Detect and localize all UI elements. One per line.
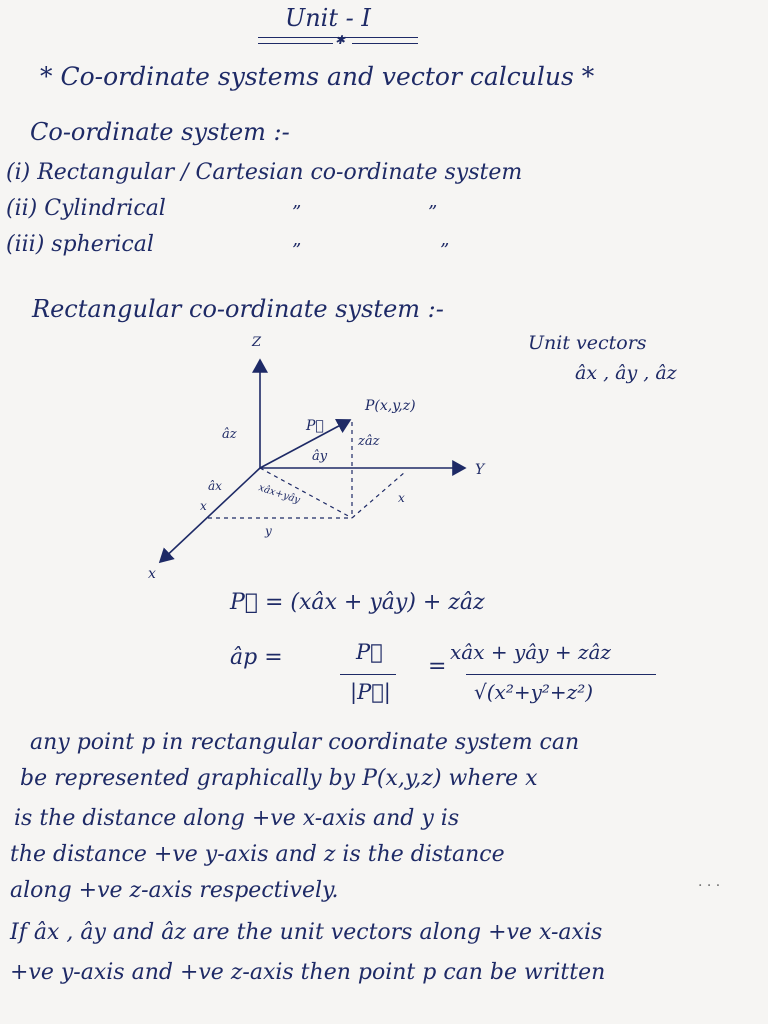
unit-vectors-list: âx , ây , âz: [575, 362, 677, 384]
paragraph-line: +ve y-axis and +ve z-axis then point p can be written: [10, 960, 606, 985]
fraction-bar: [340, 674, 396, 675]
section-subtitle: * Co-ordinate systems and vector calculus *: [40, 62, 595, 91]
x-mark-label-2: x: [398, 491, 405, 505]
coordinate-system-heading: Co-ordinate system :-: [30, 118, 290, 146]
ay-label: ây: [312, 449, 328, 464]
unit-vectors-label: Unit vectors: [528, 332, 647, 354]
axis-y-label: Y: [475, 462, 485, 478]
paragraph-line: any point p in rectangular coordinate system can: [30, 730, 580, 755]
equals-sign: =: [428, 654, 447, 679]
title-underline-right: [352, 43, 418, 44]
paragraph-line: If âx , ây and âz are the unit vectors along +ve x-axis: [10, 920, 603, 945]
equation-p-vector: P⃗ = (xâx + yây) + zâz: [230, 590, 485, 615]
equation-ap-denominator-expanded: √(x²+y²+z²): [474, 680, 594, 704]
y-mark-label: y: [265, 524, 272, 538]
equation-ap-denominator: |P⃗|: [350, 680, 391, 704]
paragraph-line: along +ve z-axis respectively.: [10, 878, 339, 903]
point-p-label: P(x,y,z): [365, 398, 416, 414]
title-underline-left: [258, 43, 333, 44]
equation-ap-numerator: P⃗: [356, 640, 383, 664]
paragraph-line: the distance +ve y-axis and z is the distance: [10, 842, 505, 867]
vector-p: [260, 420, 350, 468]
xy-component-label: xâx+yây: [257, 482, 302, 507]
ditto-mark: ”: [292, 202, 302, 223]
page-title: Unit - I: [285, 4, 371, 32]
z-component-label: zâz: [358, 434, 380, 449]
list-item-spherical: (iii) spherical: [6, 232, 154, 257]
paragraph-line: be represented graphically by P(x,y,z) where x: [20, 766, 538, 791]
pen-dots: · · ·: [698, 878, 721, 894]
list-item-cylindrical: (ii) Cylindrical: [6, 196, 166, 221]
fraction-bar-expanded: [466, 674, 656, 675]
axis-z-label: Z: [252, 335, 262, 350]
axis-x-label: x: [148, 566, 156, 580]
ditto-mark: ”: [440, 240, 450, 261]
equation-ap-numerator-expanded: xâx + yây + zâz: [450, 640, 611, 664]
vector-p-label: P⃗: [306, 418, 324, 434]
x-mark-label: x: [200, 499, 207, 513]
paragraph-line: is the distance along +ve x-axis and y is: [14, 806, 460, 831]
rectangular-heading: Rectangular co-ordinate system :-: [32, 295, 444, 323]
ax-label: âx: [208, 479, 222, 493]
list-item-rectangular: (i) Rectangular / Cartesian co-ordinate system: [6, 160, 523, 185]
az-label: âz: [222, 427, 237, 442]
ditto-mark: ”: [292, 240, 302, 261]
star-icon: ✱: [335, 33, 346, 47]
equation-ap-lhs: âp =: [230, 645, 283, 670]
ditto-mark: ”: [428, 202, 438, 223]
coordinate-axes-diagram: [140, 330, 500, 580]
